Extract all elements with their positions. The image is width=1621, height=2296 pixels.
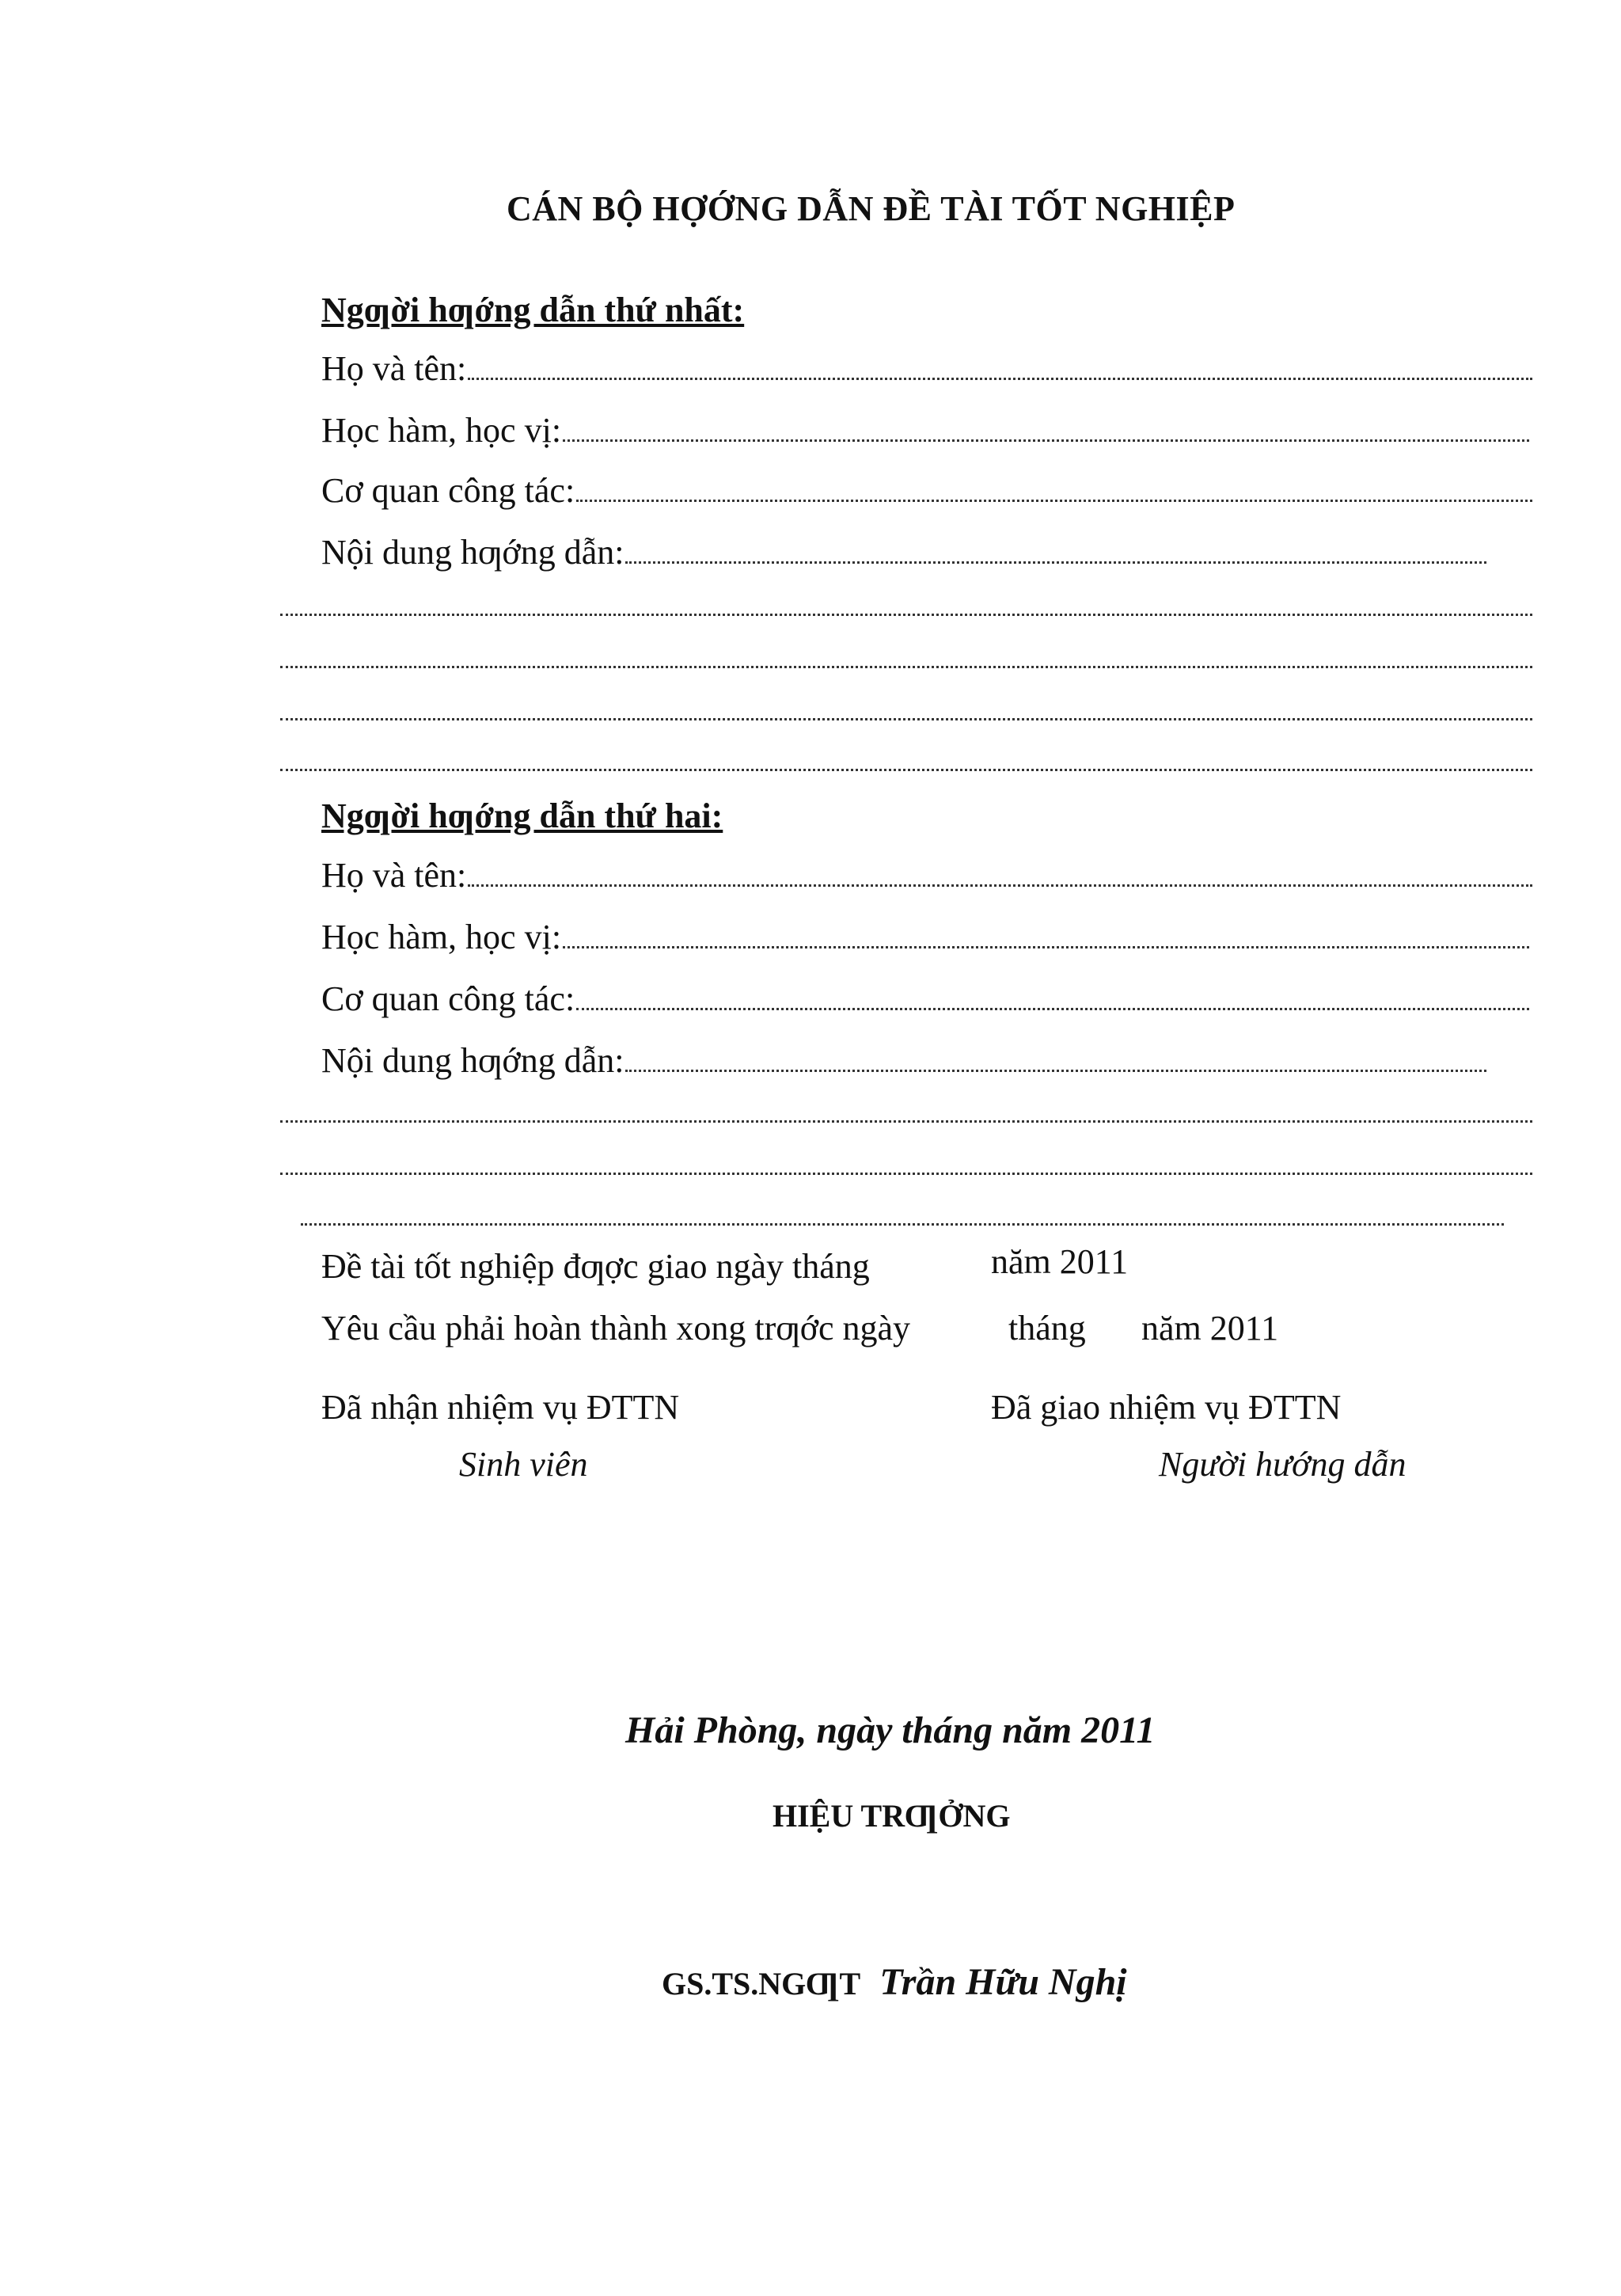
advisor1-degree-dotline (563, 439, 1529, 442)
advisor2-workplace-label: Cơ quan công tác: (321, 979, 575, 1018)
place-date: Hải Phòng, ngày tháng năm 2011 (625, 1709, 1156, 1751)
advisor1-name-dotline (468, 377, 1532, 380)
advisor1-content-line-2[interactable] (280, 665, 1532, 668)
advisor1-workplace-dotline (576, 499, 1532, 502)
advisor2-workplace-field[interactable] (321, 979, 1529, 1019)
advisor2-degree-dotline (563, 945, 1529, 948)
advisor1-workplace-field[interactable] (321, 470, 1532, 511)
advisor1-degree-label: Học hàm, học vị: (321, 411, 562, 450)
advisor2-degree-field[interactable] (321, 917, 1529, 957)
advisor2-name-dotline (468, 884, 1532, 887)
advisor1-content-line-1[interactable] (280, 613, 1532, 616)
advisor2-workplace-dotline (576, 1007, 1529, 1010)
advisor1-degree-field[interactable] (321, 410, 1529, 450)
advisor1-name-field[interactable] (321, 348, 1532, 389)
advisor2-content-field[interactable] (321, 1040, 1486, 1081)
received-label: Đã nhận nhiệm vụ ĐTTN (321, 1388, 680, 1427)
assigned-date-text: Đề tài tốt nghiệp đƣợc giao ngày tháng (321, 1247, 870, 1286)
advisor2-name-label: Họ và tên: (321, 856, 467, 895)
advisor1-workplace-label: Cơ quan công tác: (321, 471, 575, 510)
deadline-month: tháng (1008, 1309, 1086, 1348)
advisor2-degree-label: Học hàm, học vị: (321, 918, 562, 956)
signatory (662, 1960, 1127, 2004)
advisor1-content-label: Nội dung hƣớng dẫn: (321, 533, 624, 572)
signatory-name: Trần Hữu Nghị (879, 1961, 1127, 2003)
assigned-year: năm 2011 (991, 1242, 1129, 1281)
advisor2-content-line-3[interactable] (301, 1222, 1504, 1226)
deadline-text: Yêu cầu phải hoàn thành xong trƣớc ngày (321, 1309, 911, 1348)
advisor2-content-line-1[interactable] (280, 1119, 1532, 1123)
rector-title: HIỆU TRƢỞNG (773, 1798, 1011, 1834)
advisor1-content-dotline (625, 561, 1486, 564)
given-label: Đã giao nhiệm vụ ĐTTN (991, 1388, 1342, 1427)
advisor1-content-field[interactable] (321, 532, 1486, 572)
signatory-title: GS.TS.NGƢT (662, 1966, 861, 2001)
advisor2-content-label: Nội dung hƣớng dẫn: (321, 1041, 624, 1080)
student-role: Sinh viên (459, 1445, 588, 1484)
advisor1-content-line-3[interactable] (280, 717, 1532, 720)
advisor1-content-line-4[interactable] (280, 768, 1532, 771)
advisor2-heading: Ngƣời hƣớng dẫn thứ hai: (321, 796, 723, 835)
advisor-role: Người hướng dẫn (1159, 1445, 1407, 1484)
document-title: CÁN BỘ HỢỚNG DẪN ĐỀ TÀI TỐT NGHIỆP (507, 189, 1236, 228)
advisor2-content-dotline (625, 1069, 1486, 1072)
advisor2-content-line-2[interactable] (280, 1172, 1532, 1175)
advisor1-name-label: Họ và tên: (321, 349, 467, 388)
deadline-year: năm 2011 (1141, 1309, 1279, 1348)
advisor2-name-field[interactable] (321, 855, 1532, 895)
advisor1-heading: Ngƣời hƣớng dẫn thứ nhất: (321, 291, 745, 329)
